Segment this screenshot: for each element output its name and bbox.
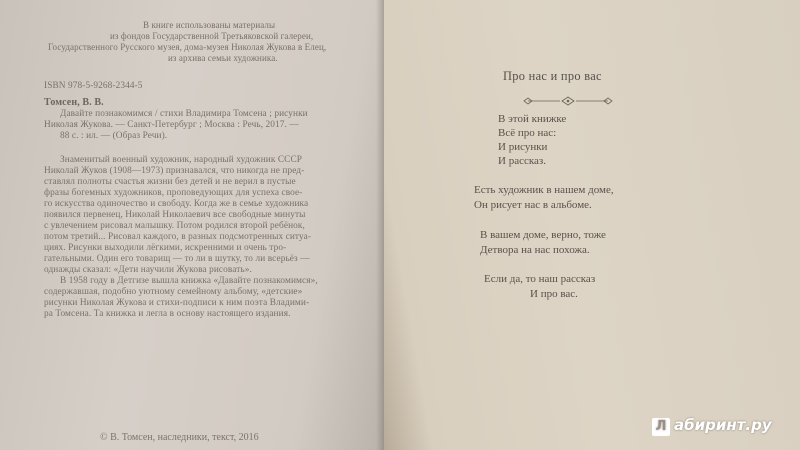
biblio-line: Давайте познакомимся / стихи Владимира Томсена ; рисунки: [60, 109, 308, 119]
left-page: [0, 0, 384, 450]
annotation-line: Николай Жуков (1908—1973) признавался, что никогда не пред-: [44, 166, 305, 176]
right-page: [384, 0, 800, 450]
labirint-logo-icon: Л: [652, 418, 670, 436]
annotation-line: ставлял полноты счастья жизни без детей и не верил в пустые: [44, 177, 296, 187]
annotation-line: го искусства одиночество и свободу. Когда же в семье художника: [44, 199, 309, 209]
ornament-divider: [520, 95, 616, 107]
annotation-line: с увлечением рисовал малышку. Потом родился второй ребёнок,: [44, 221, 305, 231]
annotation-line: циях. Рисунки выходили лёгкими, искренними и очень тро-: [44, 243, 287, 253]
poem-line: Если да, то наш рассказ: [484, 273, 596, 285]
credit-line: Государственного Русского музея, дома-музея Николая Жукова в Елец,: [48, 42, 327, 52]
annotation-line: содержавшая, подобно уютному семейному альбому, «детские»: [44, 287, 303, 297]
annotation-line: появился первенец, Николай Николаевич все свободные минуты: [44, 210, 306, 220]
copyright: © В. Томсен, наследники, текст, 2016: [100, 432, 259, 443]
annotation-line: рисунки Николая Жукова и стихи-подписи к ним поэта Владими-: [44, 298, 310, 308]
annotation-line: однажды сказал: «Дети научили Жукова рисовать».: [44, 265, 252, 275]
annotation-line: гательными. Один его товарищ — то ли в шутку, то ли всерьёз —: [44, 254, 310, 264]
annotation-line: Знаменитый военный художник, народный художник СССР: [60, 155, 303, 165]
labirint-watermark: [652, 416, 772, 436]
biblio-line: 88 с. : ил. — (Образ Речи).: [60, 131, 168, 141]
credit-line: из архива семьи художника.: [168, 53, 278, 63]
annotation-line: фразы богемных художников, проповедующих для успеха свое-: [44, 188, 303, 198]
poem-title: Про нас и про вас: [503, 69, 602, 83]
isbn: ISBN 978-5-9268-2344-5: [44, 81, 143, 91]
author: Томсен, В. В.: [44, 97, 104, 108]
poem-line: Он рисует нас в альбоме.: [474, 199, 592, 211]
annotation-line: потом третий... Рисовал каждого, в разных подсмотренных ситуа-: [44, 232, 312, 242]
watermark-text: абиринт.ру: [674, 416, 772, 434]
annotation-line: ра Томсена. Та книжка и легла в основу настоящего издания.: [44, 309, 291, 319]
poem-line: В этой книжке: [498, 113, 567, 125]
poem-line: И про вас.: [530, 288, 578, 300]
poem-line: И рисунки: [498, 141, 548, 153]
poem-line: В вашем доме, верно, тоже: [480, 229, 606, 241]
poem-line: Есть художник в нашем доме,: [474, 184, 614, 196]
poem-line: Всё про нас:: [498, 127, 557, 139]
poem-line: Детвора на нас похожа.: [480, 244, 590, 256]
annotation-line: В 1958 году в Детгизе вышла книжка «Давайте познакомимся»,: [60, 276, 318, 286]
poem-line: И рассказ.: [498, 155, 546, 167]
biblio-line: Николая Жукова. — Санкт-Петербург ; Москва : Речь, 2017. —: [44, 120, 299, 130]
credit-line: из фондов Государственной Третьяковской галереи,: [110, 31, 314, 41]
credit-line: В книге использованы материалы: [143, 20, 276, 30]
